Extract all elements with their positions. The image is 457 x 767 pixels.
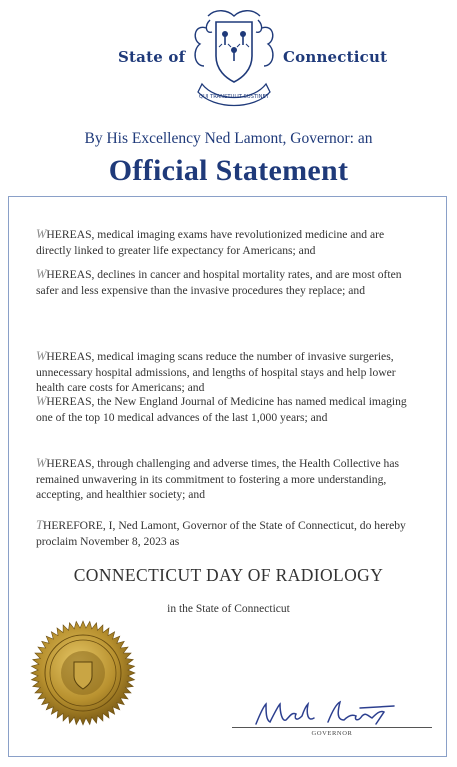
connecticut-crest-icon bbox=[186, 6, 282, 116]
in-state-line: in the State of Connecticut bbox=[167, 603, 290, 615]
whereas-paragraph-2 bbox=[36, 267, 420, 298]
paragraph-lead-letter: W bbox=[36, 267, 47, 281]
paragraph-text: HEREAS, declines in cancer and hospital mortality rates, and are most often safer and less expensive than the invasive procedures they replace; and bbox=[36, 268, 402, 297]
paragraph-lead-letter: W bbox=[36, 349, 47, 363]
state-of-label: State of bbox=[118, 48, 186, 66]
paragraph-lead-letter: W bbox=[36, 394, 47, 408]
whereas-paragraph-1 bbox=[36, 227, 420, 258]
signature-title: GOVERNOR bbox=[311, 730, 353, 737]
paragraph-text: HEREAS, through challenging and adverse times, the Health Collective has remained unwavering in its commitment to fostering a more understanding, accepting, and healthier society; and bbox=[36, 457, 399, 501]
letterhead bbox=[0, 6, 457, 118]
governor-byline: By His Excellency Ned Lamont, Governor: an bbox=[84, 130, 373, 147]
paragraph-lead-letter: T bbox=[36, 518, 43, 532]
paragraph-text: HEREFORE, I, Ned Lamont, Governor of the State of Connecticut, do hereby proclaim November 8, 2023 as bbox=[36, 519, 406, 548]
paragraph-lead-letter: W bbox=[36, 227, 47, 241]
paragraph-text: HEREAS, medical imaging scans reduce the number of invasive surgeries, unnecessary hospital admissions, and lengths of hospital stays and help lower health care costs for Americans; and bbox=[36, 350, 396, 394]
page-title: Official Statement bbox=[108, 154, 349, 187]
therefore-paragraph bbox=[36, 518, 420, 549]
whereas-paragraph-3 bbox=[36, 349, 420, 396]
state-name-label: Connecticut bbox=[283, 48, 388, 66]
proclamation-heading: CONNECTICUT DAY OF RADIOLOGY bbox=[73, 565, 384, 585]
crest-motto: QUI TRANSTULIT SUSTINET bbox=[199, 94, 269, 100]
governor-signature bbox=[248, 696, 398, 730]
paragraph-lead-letter: W bbox=[36, 456, 47, 470]
paragraph-text: HEREAS, medical imaging exams have revolutionized medicine and are directly linked to greater life expectancy for Americans; and bbox=[36, 228, 385, 257]
whereas-paragraph-4 bbox=[36, 394, 420, 425]
gold-state-seal-icon bbox=[30, 620, 136, 726]
paragraph-text: HEREAS, the New England Journal of Medicine has named medical imaging one of the top 10 medical advances of the last 1,000 years; and bbox=[36, 395, 407, 424]
signature-line bbox=[232, 727, 432, 728]
whereas-paragraph-5 bbox=[36, 456, 420, 503]
